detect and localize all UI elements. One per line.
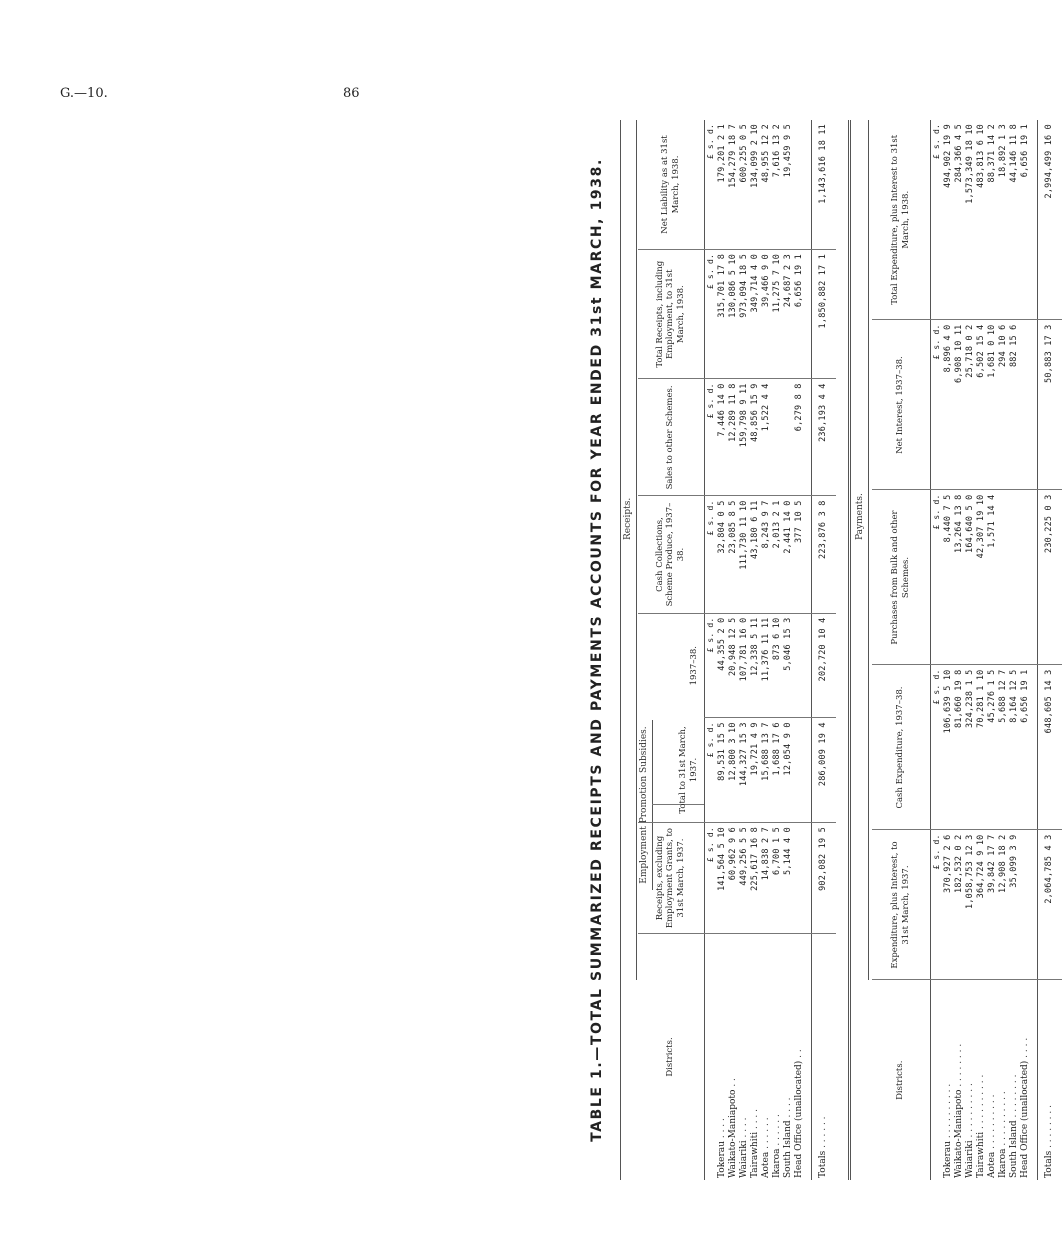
district-name: Waikato-Maniapoto (727, 1089, 738, 1178)
payments-header-expenditure-to-1937: Expenditure, plus Interest, to 31st March, 1937. (872, 830, 930, 980)
table-row (998, 120, 1009, 1180)
leader-dots: . . . . (738, 1117, 749, 1138)
total-cell: 236,193 4 4 (811, 379, 836, 496)
top-rule (620, 120, 621, 1180)
subsidies-group-header: Employment Promotion Subsidies. (639, 726, 649, 884)
receipts-header-receipts-to-1937: Receipts, excluding Employment Grants, to 31st March, 1937. (638, 823, 704, 934)
leader-dots: . . . . . . . . . . (942, 1083, 953, 1139)
value-cell: 294 10 6 (998, 320, 1009, 490)
value-cell: 107,781 16 0 (739, 613, 750, 718)
receipts-header-cash-collections: Cash Collections, Scheme Produce, 1937–38. (638, 496, 704, 613)
receipts-header-total-receipts: Total Receipts, including Employment, to 31st March, 1938. (638, 249, 704, 378)
value-cell: 2,013 2 1 (772, 496, 783, 613)
payments-totals-row (1037, 120, 1062, 1180)
leader-dots: . . . . . . . . . . (964, 1083, 975, 1138)
value-cell: 12,289 11 8 (728, 379, 739, 496)
district-name: Tairawhiti (975, 1131, 986, 1178)
value-cell: 70,281 1 10 (976, 665, 987, 830)
district-name: Waiariki (738, 1140, 749, 1178)
value-cell: 6,656 19 1 (794, 249, 805, 378)
payments-label-rule (868, 120, 869, 980)
district-name: Head Office (unallocated) (793, 1060, 804, 1178)
value-cell: 48,955 12 2 (761, 120, 772, 249)
district-name: Tairawhiti (749, 1131, 760, 1178)
table-row (783, 120, 794, 1180)
value-cell: 35,099 3 9 (1009, 830, 1020, 980)
value-cell: 7,616 13 2 (772, 120, 783, 249)
value-cell: 1,058,753 12 3 (965, 830, 976, 980)
value-cell: 81,660 19 8 (954, 665, 965, 830)
receipts-header-net-liability: Net Liability as at 31st March, 1938. (638, 120, 704, 249)
receipts-header-1937-38: 1937–38. (688, 645, 699, 686)
value-cell: 43,180 6 11 (750, 496, 761, 613)
value-cell: 179,201 2 1 (717, 120, 728, 249)
value-cell: 483,813 6 10 (976, 120, 987, 320)
receipts-totals-row (811, 120, 836, 1180)
value-cell: 48,856 15 9 (750, 379, 761, 496)
value-cell: 19,721 4 9 (750, 718, 761, 823)
units-label: £ s. d. (930, 320, 943, 490)
table-row (717, 120, 728, 1180)
value-cell: 154,279 18 7 (728, 120, 739, 249)
value-cell (794, 613, 805, 718)
leader-dots: . . . . . . . . (1044, 1105, 1054, 1148)
payments-label: Payments. (855, 493, 865, 540)
value-cell: 12,908 18 2 (998, 830, 1009, 980)
total-cell: 1,850,882 17 1 (811, 249, 836, 378)
table-row (728, 120, 739, 1180)
payments-header-total-expenditure: Total Expenditure, plus Interest to 31st March, 1938. (872, 120, 930, 320)
value-cell: 11,376 11 11 (761, 613, 772, 718)
value-cell (1020, 320, 1031, 490)
receipts-header-total-to-1937: Total to 31st March, 1937. (638, 718, 704, 823)
units-label: £ s. d. (704, 496, 717, 613)
value-cell: 89,531 15 5 (717, 718, 728, 823)
payments-header-net-interest: Net Interest, 1937–38. (872, 320, 930, 490)
table-row (954, 120, 965, 1180)
value-cell: 15,688 13 7 (761, 718, 772, 823)
table-row (943, 120, 954, 1180)
value-cell: 12,054 9 0 (783, 718, 794, 823)
value-cell: 24,687 2 3 (783, 249, 794, 378)
total-cell: 902,082 19 5 (811, 823, 836, 934)
leader-dots: . . . . . . (760, 1117, 771, 1149)
total-cell: 223,876 3 8 (811, 496, 836, 613)
total-cell: 202,720 10 4 (811, 613, 836, 718)
value-cell (772, 379, 783, 496)
value-cell: 60,962 9 6 (728, 823, 739, 934)
value-cell (794, 718, 805, 823)
value-cell: 106,639 5 10 (943, 665, 954, 830)
value-cell: 141,564 5 10 (717, 823, 728, 934)
value-cell: 377 10 5 (794, 496, 805, 613)
value-cell: 44,146 11 8 (1009, 120, 1020, 320)
receipts-table (638, 120, 836, 1180)
value-cell: 5,688 12 7 (998, 665, 1009, 830)
leader-dots: . . . . . . (818, 1116, 828, 1148)
value-cell: 8,896 4 0 (943, 320, 954, 490)
rotated-table-sheet (590, 120, 1060, 1180)
value-cell (794, 823, 805, 934)
district-name: Head Office (unallocated) (1019, 1060, 1030, 1178)
total-cell: 50,883 17 3 (1037, 320, 1062, 490)
district-name: Tokerau (716, 1141, 727, 1178)
value-cell: 12,338 5 11 (750, 613, 761, 718)
receipts-label-rule (636, 120, 637, 980)
value-cell: 6,656 19 1 (1020, 665, 1031, 830)
value-cell: 315,701 17 8 (717, 249, 728, 378)
units-label: £ s. d. (930, 830, 943, 980)
units-label: £ s. d. (704, 249, 717, 378)
value-cell: 130,086 5 10 (728, 249, 739, 378)
value-cell: 2,441 14 0 (783, 496, 794, 613)
table-row (794, 120, 805, 1180)
section-divider-rule (848, 120, 851, 1180)
leader-dots: . . (727, 1078, 738, 1087)
value-cell: 134,099 2 10 (750, 120, 761, 249)
leader-dots: . . . . . . . . . . (986, 1094, 997, 1149)
page-number: 86 (343, 86, 360, 101)
leader-dots: . . . . . . (771, 1114, 782, 1146)
leader-dots: . . . . . . . . (1008, 1074, 1019, 1118)
total-cell: 230,225 0 3 (1037, 490, 1062, 665)
district-name: Ikaroa (997, 1148, 1008, 1178)
value-cell: 7,446 14 0 (717, 379, 728, 496)
units-label: £ s. d. (704, 718, 717, 823)
value-cell: 42,307 19 10 (976, 490, 987, 665)
value-cell: 349,714 4 0 (750, 249, 761, 378)
value-cell: 600,255 0 5 (739, 120, 750, 249)
leader-dots: . . . . (782, 1097, 793, 1118)
value-cell (998, 490, 1009, 665)
leader-dots: . . . . . . . . (953, 1043, 964, 1087)
receipts-header-sales: Sales to other Schemes. (638, 379, 704, 496)
value-cell: 364,724 9 10 (976, 830, 987, 980)
value-cell (783, 379, 794, 496)
value-cell: 5,144 4 0 (783, 823, 794, 934)
totals-label: Totals (1044, 1150, 1054, 1178)
district-name: Ikaroa (771, 1148, 782, 1178)
value-cell: 14,838 2 7 (761, 823, 772, 934)
value-cell: 88,371 14 2 (987, 120, 998, 320)
district-name: Aotea (760, 1151, 771, 1178)
table-title: TABLE 1.—TOTAL SUMMARIZED RECEIPTS AND PAYMENTS ACCOUNTS FOR YEAR ENDED 31st MARCH, 1938. (589, 158, 605, 1142)
value-cell: 11,275 7 10 (772, 249, 783, 378)
district-name: South Island (1008, 1120, 1019, 1178)
value-cell: 284,366 4 5 (954, 120, 965, 320)
totals-label: Totals (818, 1150, 828, 1178)
value-cell: 32,804 0 5 (717, 496, 728, 613)
value-cell: 5,046 15 3 (783, 613, 794, 718)
units-label: £ s. d. (704, 823, 717, 934)
value-cell: 1,573,349 18 10 (965, 120, 976, 320)
value-cell: 19,459 9 5 (783, 120, 794, 249)
value-cell: 8,440 7 5 (943, 490, 954, 665)
payments-header-cash-expenditure: Cash Expenditure, 1937–38. (872, 665, 930, 830)
district-name: South Island (782, 1120, 793, 1178)
value-cell (794, 120, 805, 249)
table-row (987, 120, 998, 1180)
table-row (772, 120, 783, 1180)
value-cell: 18,892 1 3 (998, 120, 1009, 320)
value-cell: 23,085 8 5 (728, 496, 739, 613)
value-cell: 449,256 5 5 (739, 823, 750, 934)
district-name: Aotea (986, 1151, 997, 1178)
value-cell: 13,264 13 8 (954, 490, 965, 665)
payments-header-purchases: Purchases from Bulk and other Schemes. (872, 490, 930, 665)
value-cell: 25,718 0 2 (965, 320, 976, 490)
leader-dots: . . . . (716, 1118, 727, 1139)
receipts-label: Receipts. (623, 497, 633, 540)
receipts-rows (717, 120, 812, 1180)
table-row (750, 120, 761, 1180)
value-cell: 44,355 2 0 (717, 613, 728, 718)
units-label: £ s. d. (704, 613, 717, 718)
units-label: £ s. d. (930, 120, 943, 320)
value-cell: 111,730 11 10 (739, 496, 750, 613)
value-cell: 225,617 16 8 (750, 823, 761, 934)
value-cell: 8,243 9 7 (761, 496, 772, 613)
value-cell: 873 6 10 (772, 613, 783, 718)
total-cell: 286,009 19 4 (811, 718, 836, 823)
table-row (965, 120, 976, 1180)
value-cell: 1,681 0 10 (987, 320, 998, 490)
leader-dots: . . (793, 1049, 804, 1058)
value-cell: 39,842 17 7 (987, 830, 998, 980)
value-cell: 182,532 0 2 (954, 830, 965, 980)
value-cell: 370,927 2 6 (943, 830, 954, 980)
value-cell: 144,327 15 3 (739, 718, 750, 823)
table-row (761, 120, 772, 1180)
total-cell: 1,143,616 18 11 (811, 120, 836, 249)
value-cell: 6,908 10 11 (954, 320, 965, 490)
table-row (976, 120, 987, 1180)
district-name: Waikato-Maniapoto (953, 1089, 964, 1178)
receipts-header-districts: Districts. (665, 1037, 676, 1077)
value-cell: 324,238 1 5 (965, 665, 976, 830)
value-cell: 973,094 18 5 (739, 249, 750, 378)
value-cell (1009, 490, 1020, 665)
value-cell: 6,700 1 5 (772, 823, 783, 934)
value-cell: 1,688 17 6 (772, 718, 783, 823)
value-cell: 882 15 6 (1009, 320, 1020, 490)
leader-dots: . . . . (1019, 1037, 1030, 1058)
value-cell: 45,276 1 5 (987, 665, 998, 830)
units-label: £ s. d. (704, 379, 717, 496)
payments-header-districts: Districts. (895, 1060, 906, 1100)
units-label: £ s. d. (930, 490, 943, 665)
total-cell: 2,994,499 16 0 (1037, 120, 1062, 320)
value-cell: 164,640 5 0 (965, 490, 976, 665)
payments-table (872, 120, 1062, 1180)
total-cell: 648,605 14 3 (1037, 665, 1062, 830)
value-cell: 8,164 12 5 (1009, 665, 1020, 830)
table-row (739, 120, 750, 1180)
value-cell (1020, 830, 1031, 980)
value-cell: 1,522 4 4 (761, 379, 772, 496)
units-label: £ s. d. (704, 120, 717, 249)
units-label: £ s. d. (930, 665, 943, 830)
value-cell: 6,656 19 1 (1020, 120, 1031, 320)
total-cell: 2,064,785 4 3 (1037, 830, 1062, 980)
table-row (1009, 120, 1020, 1180)
district-name: Tokerau (942, 1141, 953, 1178)
leader-dots: . . . . . . . . . . (975, 1074, 986, 1130)
district-name: Waiariki (964, 1140, 975, 1178)
value-cell: 12,800 3 10 (728, 718, 739, 823)
value-cell (1020, 490, 1031, 665)
page-reference: G.—10. (60, 86, 108, 101)
table-row (1020, 120, 1031, 1180)
value-cell: 6,279 8 8 (794, 379, 805, 496)
value-cell: 159,798 9 11 (739, 379, 750, 496)
leader-dots: . . . . (749, 1109, 760, 1130)
value-cell: 39,466 9 0 (761, 249, 772, 378)
value-cell: 6,502 15 4 (976, 320, 987, 490)
value-cell: 494,902 19 9 (943, 120, 954, 320)
value-cell: 1,571 14 4 (987, 490, 998, 665)
value-cell: 20,948 12 5 (728, 613, 739, 718)
payments-rows (943, 120, 1038, 1180)
leader-dots: . . . . . . . . . . (997, 1091, 1008, 1146)
